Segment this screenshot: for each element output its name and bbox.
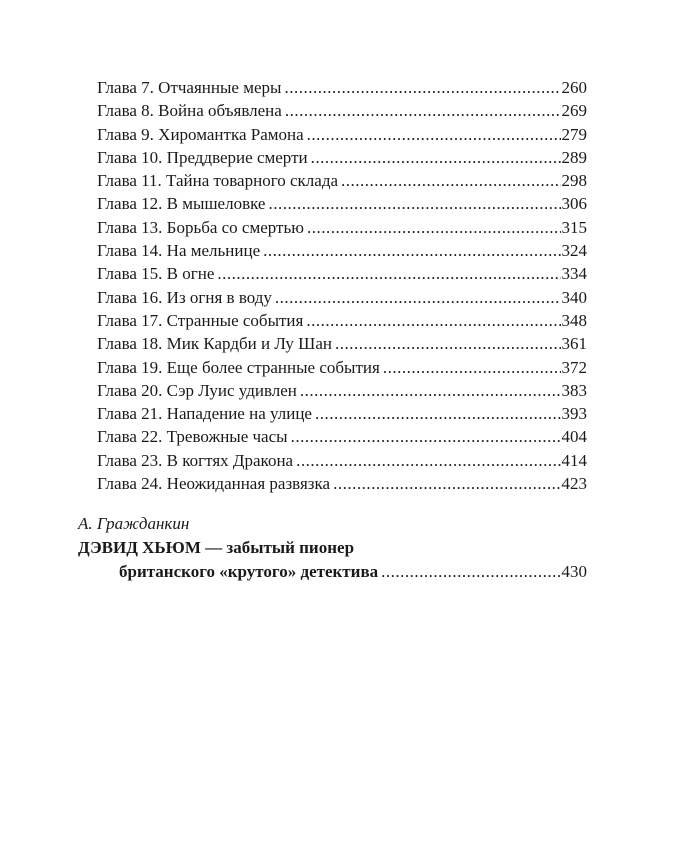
dot-leader [217,262,560,285]
essay-title-line2: британского «крутого» детектива [119,562,379,581]
toc-entry [97,169,587,192]
dot-leader [306,309,560,332]
essay-title-line1: ДЭВИД ХЬЮМ — забытый пионер [78,538,355,557]
dot-leader [307,123,561,146]
toc-entry-page-number: 348 [561,310,587,330]
toc-entry-title: Глава 8. Война объявлена [97,101,282,121]
essay-page-number: 430 [561,562,587,581]
toc-entry [97,472,587,495]
dot-leader [275,286,561,309]
toc-entry [97,239,587,262]
toc-entry [97,76,587,99]
dot-leader [285,99,561,122]
toc-entry-title: Глава 10. Преддверие смерти [97,147,308,167]
toc-entry-page-number: 404 [561,427,587,447]
dot-leader [268,192,560,215]
toc-entry-title: Глава 11. Тайна товарного склада [97,171,339,191]
toc-entry-title: Глава 16. Из огня в воду [97,287,272,307]
dot-leader [335,332,561,355]
toc-entry [97,192,587,215]
toc-entry [97,146,587,169]
dot-leader [284,76,560,99]
dot-leader [315,402,561,425]
toc-entry [97,99,587,122]
toc-entry [97,332,587,355]
toc-entry-title: Глава 7. Отчаянные меры [97,78,282,97]
dot-leader [383,356,561,379]
toc-entry-page-number: 260 [561,78,587,97]
toc-entry-page-number: 289 [561,147,587,167]
table-of-contents [97,76,587,495]
dot-leader [263,239,560,262]
toc-entry [97,449,587,472]
toc-entry-page-number: 423 [561,474,587,494]
dot-leader [291,425,561,448]
toc-entry-page-number: 269 [561,101,587,121]
toc-entry-page-number: 393 [561,404,587,424]
toc-entry-page-number: 334 [561,264,587,284]
toc-entry [97,356,587,379]
toc-entry-page-number: 372 [561,357,587,377]
toc-entry-page-number: 279 [561,124,587,144]
toc-entry-page-number: 324 [561,241,587,261]
toc-entry [97,402,587,425]
toc-entry [97,123,587,146]
essay-entry [78,512,587,584]
toc-entry-title: Глава 14. На мельнице [97,241,261,261]
toc-entry-page-number: 306 [561,194,587,214]
toc-entry-title: Глава 9. Хиромантка Рамона [97,124,304,144]
toc-entry-title: Глава 20. Сэр Луис удивлен [97,380,297,400]
toc-entry [97,262,587,285]
toc-entry-title: Глава 15. В огне [97,264,215,284]
toc-entry [97,309,587,332]
dot-leader [300,379,561,402]
dot-leader [333,472,560,495]
essay-author: А. Гражданкин [78,514,190,533]
toc-entry-title: Глава 22. Тревожные часы [97,427,288,447]
toc-entry [97,425,587,448]
toc-entry-title: Глава 12. В мышеловке [97,194,266,214]
toc-entry-page-number: 315 [561,217,587,237]
toc-entry-title: Глава 19. Еще более странные события [97,357,380,377]
toc-entry-title: Глава 21. Нападение на улице [97,404,312,424]
toc-entry-page-number: 383 [561,380,587,400]
dot-leader [311,146,561,169]
dot-leader [341,169,560,192]
essay-title-row [119,560,587,584]
toc-entry-title: Глава 17. Странные события [97,310,304,330]
toc-entry-page-number: 298 [561,171,587,191]
toc-entry-page-number: 414 [561,450,587,470]
toc-entry [97,379,587,402]
toc-entry-title: Глава 13. Борьба со смертью [97,217,304,237]
toc-entry-title: Глава 18. Мик Кардби и Лу Шан [97,334,332,354]
toc-entry-title: Глава 23. В когтях Дракона [97,450,294,470]
dot-leader [307,216,561,239]
toc-entry [97,286,587,309]
toc-entry [97,216,587,239]
dot-leader [381,560,560,584]
dot-leader [296,449,560,472]
toc-entry-title: Глава 24. Неожиданная развязка [97,474,331,494]
toc-entry-page-number: 340 [561,287,587,307]
toc-entry-page-number: 361 [561,334,587,354]
